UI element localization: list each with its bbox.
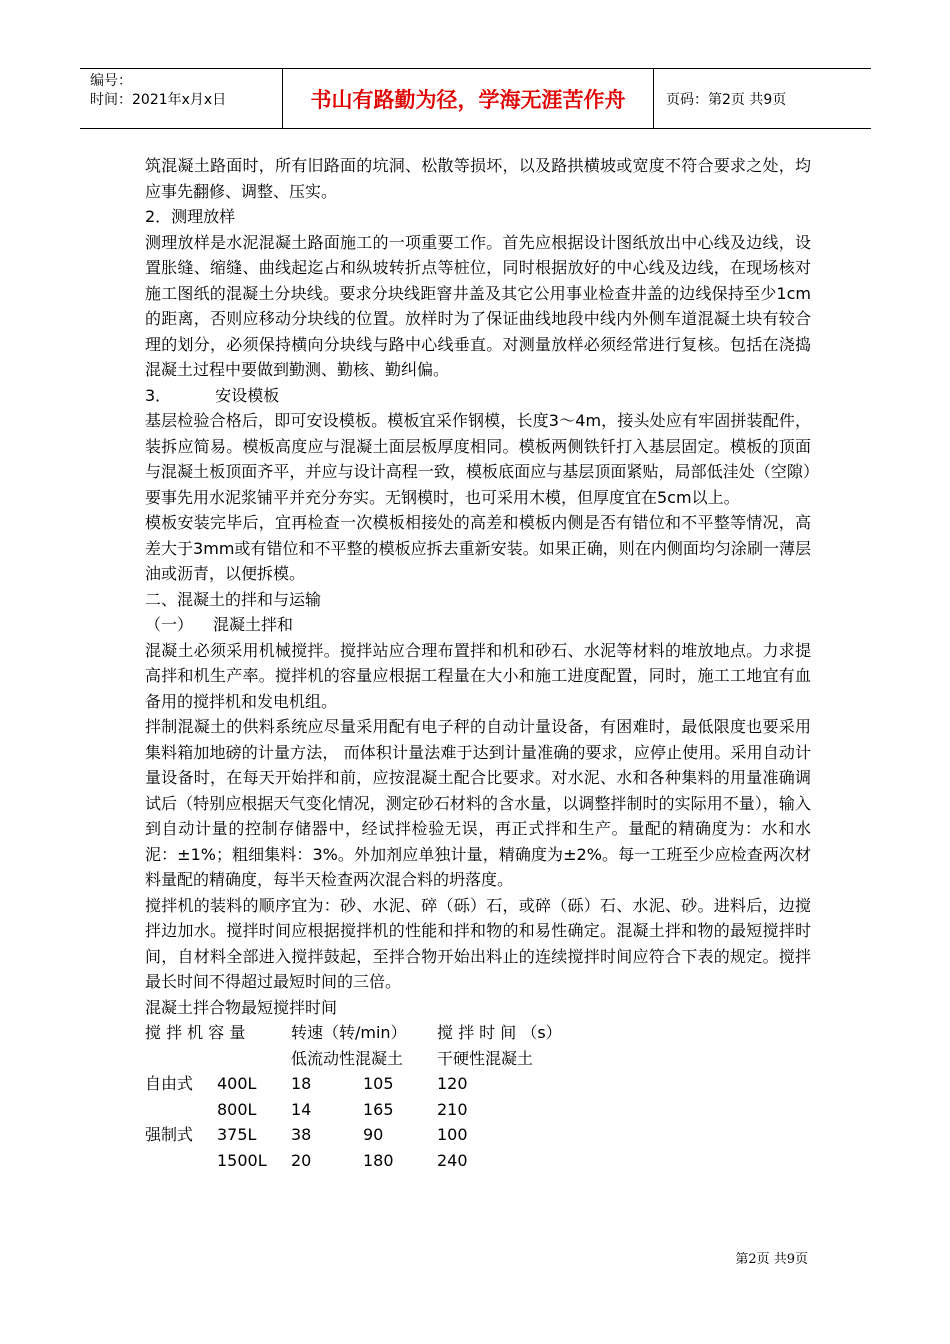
cell-dry-hard-time: 100 (437, 1125, 468, 1144)
cell-mixer-type: 自由式 (145, 1074, 194, 1093)
table-row (145, 1148, 811, 1174)
heading-concrete-mixing-text: 混凝土拌和 (213, 615, 294, 634)
cell-low-fluidity-time: 105 (363, 1074, 394, 1093)
page-header (80, 68, 871, 129)
paragraph-loading-order: 搅拌机的装料的顺序宜为：砂、水泥、碎（砾）石，或碎（砾）石、水泥、砂。进料后，边搅拌边加水。搅拌时间应根据搅拌机的性能和拌和物的和易性确定。混凝土拌和物的最短搅拌时间，自材料全部进入搅拌鼓起，至拌合物开始出料止的连续搅拌时间应符合下表的规定。搅拌最长时间不得超过最短时间的三倍。 (145, 895, 811, 991)
cell-capacity: 800L (217, 1099, 257, 1119)
header-meta (80, 69, 282, 128)
header-low-fluidity: 低流动性混凝土 (291, 1048, 404, 1068)
cell-low-fluidity-time: 90 (363, 1125, 384, 1144)
cell-mixer-type: 强制式 (145, 1125, 194, 1144)
cell-speed: 20 (291, 1150, 312, 1170)
document-number-label: 编号： (90, 73, 132, 89)
paragraph-metering: 拌制混凝土的供料系统应尽量采用配有电子秤的自动计量设备，有困难时，最低限度也要采用集料箱加地磅的计量方法， 而体积计量法难于达到计量准确的要求，应停止使用。采用自动计量设备时，在每天开始拌和前，应按混凝土配合比要求。对水泥、水和各种集料的用量准确调试后（特别应根据天气变化情况，测定砂石材料的含水量，以调整拌制时的实际用不量），输入到自动计量的控制存储器中，经试拌检验无误，再正式拌和生产。量配的精确度为：水和水泥：±1%；粗细集料：3%。外加剂应单独计量，精确度为±2%。每一工班至少应检查两次材料量配的精确度，每半天检查两次混合料的坍落度。 (145, 717, 811, 889)
cell-mixer-type (145, 1097, 217, 1123)
header-page-number: 页码：第2页 共9页 (666, 91, 787, 108)
header-dry-hard: 干硬性混凝土 (437, 1048, 534, 1068)
heading-survey-layout: 2．测理放样 (145, 207, 236, 226)
table-header-row (145, 1020, 811, 1046)
cell-low-fluidity-time: 165 (363, 1099, 394, 1119)
table-row (145, 1097, 811, 1123)
heading-formwork-text: 安设模板 (215, 385, 280, 405)
cell-low-fluidity-time: 180 (363, 1150, 394, 1170)
cell-capacity: 375L (217, 1125, 257, 1144)
header-speed: 转速（转/min） (291, 1023, 407, 1042)
header-mixing-time: 搅 拌 时 间 （s） (437, 1023, 562, 1042)
cell-mixer-type (145, 1148, 217, 1174)
header-capacity: 搅 拌 机 容 量 (145, 1023, 246, 1042)
paragraph-mixing-equipment: 混凝土必须采用机械搅拌。搅拌站应合理布置拌和机和砂石、水泥等材料的堆放地点。力求提高拌和机生产率。搅拌机的容量应根据工程量在大小和施工进度配置，同时，施工工地宜有血备用的搅拌机和发电机组。 (145, 640, 811, 711)
heading-concrete-mixing-number: （一） (145, 615, 194, 634)
document-body (145, 153, 811, 1173)
heading-concrete-mixing (145, 612, 811, 638)
mixing-time-table (145, 1020, 811, 1173)
cell-speed: 38 (291, 1125, 312, 1144)
paragraph-survey-layout: 测理放样是水泥混凝土路面施工的一项重要工作。首先应根据设计图纸放出中心线及边线，设置胀缝、缩缝、曲线起迄占和纵坡转折点等桩位，同时根据放好的中心线及边线，在现场核对施工图纸的混凝土分块线。要求分块线距窨井盖及其它公用事业检查井盖的边线保持至少1cm的距离，否则应移动分块线的位置。放样时为了保证曲线地段中线内外侧车道混凝土块有较合理的划分，必须保持横向分块线与路中心线垂直。对测量放样必须经常进行复核。包括在浇捣混凝土过程中要做到勤测、勤核、勤纠偏。 (145, 232, 811, 379)
header-motto: 书山有路勤为径，学海无涯苦作舟 (282, 69, 654, 128)
cell-dry-hard-time: 240 (437, 1150, 468, 1170)
heading-mixing-transport: 二、混凝土的拌和与运输 (145, 589, 322, 609)
page-footer: 第2页 共9页 (735, 1252, 808, 1267)
document-date: 时间：2021年x月x日 (90, 92, 227, 108)
paragraph-formwork: 基层检验合格后，即可安设模板。模板宜采作钢模，长度3～4m，接头处应有牢固拼装配件，装拆应简易。模板高度应与混凝土面层板厚度相同。模板两侧铁钎打入基层固定。模板的顶面与混凝土板顶面齐平，并应与设计高程一致，模板底面应与基层顶面紧贴，局部低洼处（空隙）要事先用水泥浆铺平并充分夯实。无钢模时，也可采用木模，但厚度宜在5cm以上。 (145, 411, 811, 507)
table-subheader-row (145, 1046, 811, 1072)
heading-formwork-number: 3． (145, 385, 172, 405)
table-title: 混凝土拌合物最短搅拌时间 (145, 997, 338, 1017)
cell-capacity: 1500L (217, 1150, 267, 1170)
paragraph-old-road-repair: 筑混凝土路面时，所有旧路面的坑洞、松散等损坏，以及路拱横坡或宽度不符合要求之处，均应事先翻修、调整、压实。 (145, 156, 811, 201)
cell-capacity: 400L (217, 1074, 257, 1093)
cell-speed: 18 (291, 1074, 312, 1093)
cell-dry-hard-time: 120 (437, 1074, 468, 1093)
cell-dry-hard-time: 210 (437, 1099, 468, 1119)
table-row (145, 1122, 811, 1148)
table-row (145, 1071, 811, 1097)
cell-speed: 14 (291, 1099, 312, 1119)
heading-formwork (145, 383, 811, 409)
paragraph-formwork-check: 模板安装完毕后，宜再检查一次模板相接处的高差和模板内侧是否有错位和不平整等情况，高差大于3mm或有错位和不平整的模板应拆去重新安装。如果正确，则在内侧面均匀涂刷一薄层油或沥青，以便拆模。 (145, 513, 811, 583)
